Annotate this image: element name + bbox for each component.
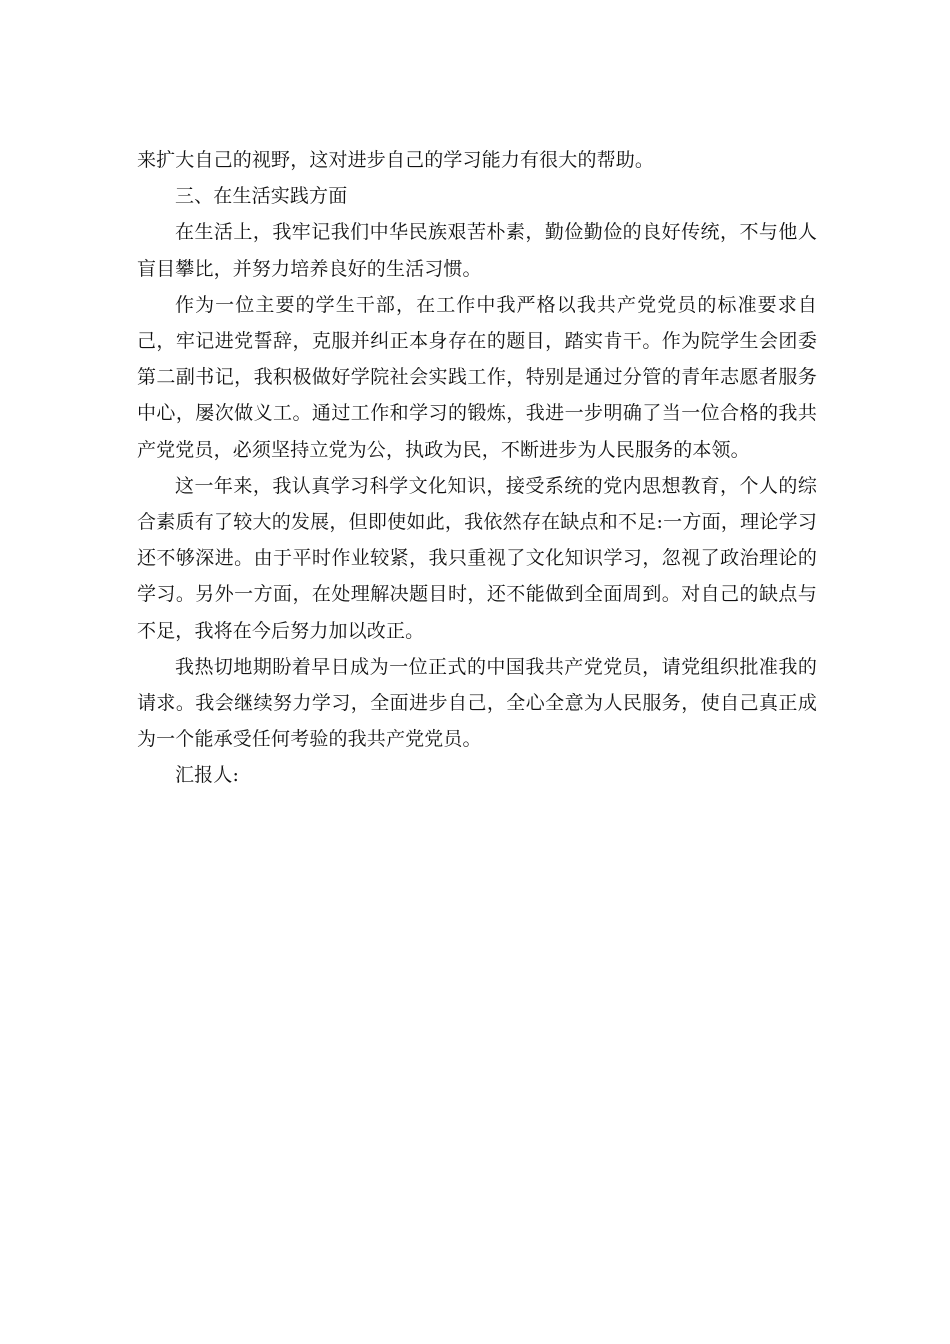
paragraph-continuation: 来扩大自己的视野，这对进步自己的学习能力有很大的帮助。 bbox=[137, 149, 655, 171]
paragraph: 在生活上，我牢记我们中华民族艰苦朴素，勤俭勤俭的良好传统，不与他人盲目攀比，并努力培养良好的生活习惯。 bbox=[137, 221, 817, 280]
paragraph: 这一年来，我认真学习科学文化知识，接受系统的党内思想教育，个人的综合素质有了较大的发展，但即使如此，我依然存在缺点和不足:一方面，理论学习还不够深进。由于平时作业较紧，我只重视了文化知识学习，忽视了政治理论的学习。另外一方面，在处理解决题目时，还不能做到全面周到。对自己的缺点与不足，我将在今后努力加以改正。 bbox=[137, 474, 817, 642]
signature-label: 汇报人: bbox=[175, 764, 240, 787]
paragraph: 我热切地期盼着早日成为一位正式的中国我共产党党员，请党组织批准我的请求。我会继续努力学习，全面进步自己，全心全意为人民服务，使自己真正成为一个能承受任何考验的我共产党党员。 bbox=[137, 655, 817, 751]
section-heading: 三、在生活实践方面 bbox=[175, 185, 348, 208]
document-body bbox=[137, 142, 817, 794]
paragraph: 作为一位主要的学生干部，在工作中我严格以我共产党党员的标准要求自己，牢记进党誓辞，克服并纠正本身存在的题目，踏实肯干。作为院学生会团委第二副书记，我积极做好学院社会实践工作，特别是通过分管的青年志愿者服务中心，屡次做义工。通过工作和学习的锻炼，我进一步明确了当一位合格的我共产党党员，必须坚持立党为公，执政为民，不断进步为人民服务的本领。 bbox=[137, 293, 817, 461]
